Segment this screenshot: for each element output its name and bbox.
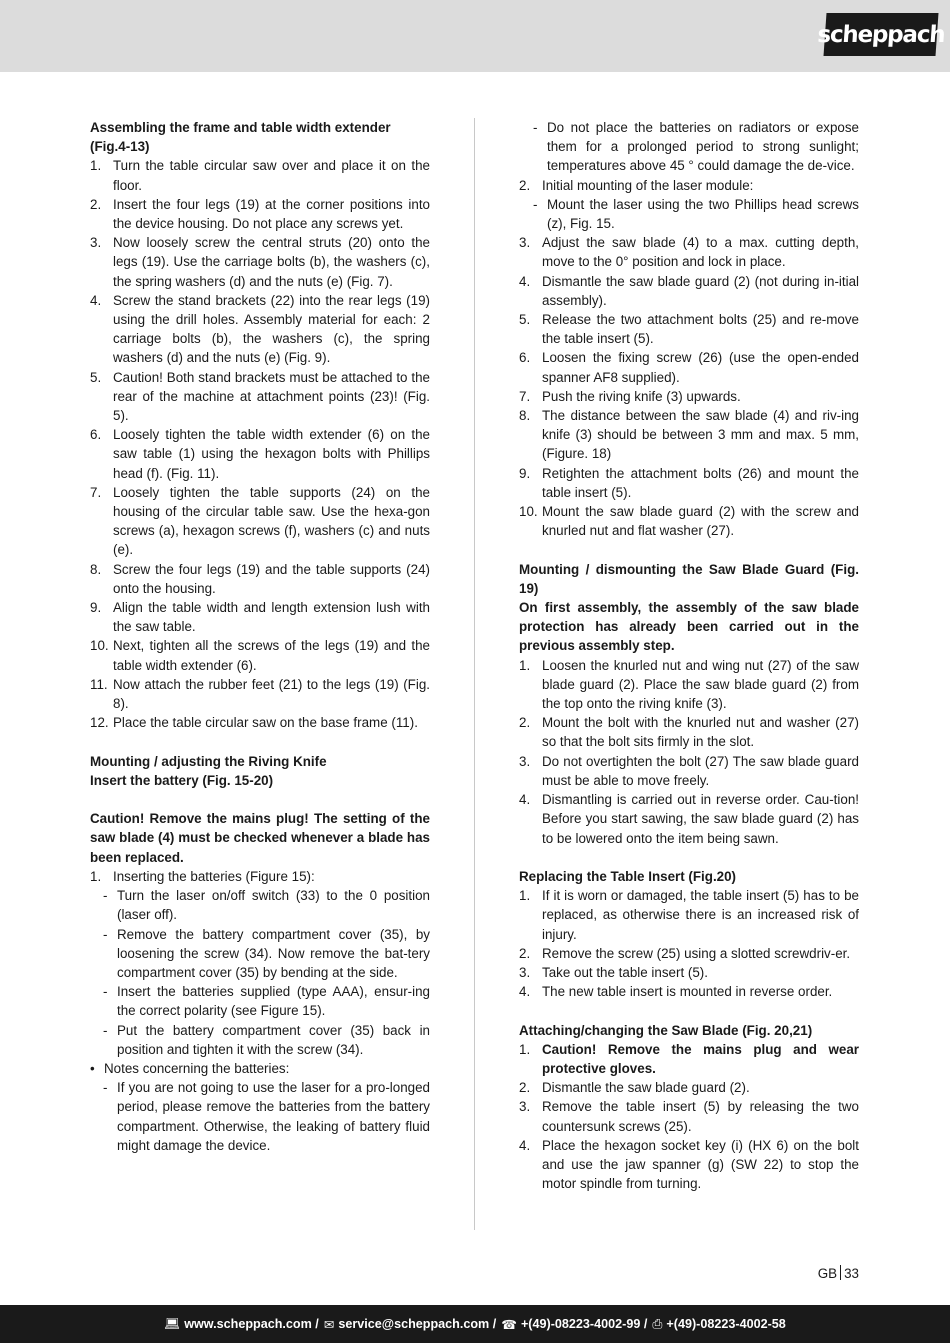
dash-item: - Put the battery compartment cover (35) back in position and tighten it with the screw (34). xyxy=(103,1022,430,1057)
section-title-frame-fig: (Fig.4-13) xyxy=(90,139,150,155)
list-item: 1. Caution! Remove the mains plug and wear protective gloves. xyxy=(519,1041,859,1076)
section-title-table-insert: Replacing the Table Insert (Fig.20) xyxy=(519,868,737,884)
fax-icon: ⎙ xyxy=(652,1316,663,1331)
list-item: 3. Do not overtighten the bolt (27) The saw blade guard must be able to move freely. xyxy=(519,753,859,788)
list-item: 2. Remove the screw (25) using a slotted screwdriv-er. xyxy=(519,945,851,961)
list-item: 11. Now attach the rubber feet (21) to the legs (19) (Fig. 8). xyxy=(90,676,430,712)
right-column xyxy=(519,118,859,1193)
section-title-saw-blade: Attaching/changing the Saw Blade (Fig. 20,21) xyxy=(519,1022,813,1038)
phone-icon: ☎ xyxy=(501,1317,517,1332)
page-language: GB xyxy=(817,1266,838,1281)
footer-fax: +(49)-08223-4002-58 xyxy=(666,1317,786,1331)
list-item: 9. Retighten the attachment bolts (26) and mount the table insert (5). xyxy=(519,465,859,500)
list-item: 4. Dismantle the saw blade guard (2) (not during in-itial assembly). xyxy=(519,273,859,308)
dash-item: - If you are not going to use the laser for a pro-longed period, please remove the batteries from the battery compartment. Otherwise, the leaking of battery fluid might damage the device. xyxy=(103,1080,430,1153)
list-item: 1. Inserting the batteries (Figure 15): xyxy=(90,868,315,884)
list-item: 4. Place the hexagon socket key (i) (HX 6) on the bolt and use the jaw spanner (g) (SW 22) to stop the motor spindle from turning. xyxy=(519,1137,859,1192)
bullet-item: • Notes concerning the batteries: xyxy=(90,1060,290,1076)
list-item: 2. Dismantle the saw blade guard (2). xyxy=(519,1080,750,1096)
section-title-blade-guard: Mounting / dismounting the Saw Blade Guard (Fig. 19) xyxy=(519,561,859,596)
dash-item: - Mount the laser using the two Phillips head screws (z), Fig. 15. xyxy=(533,196,859,232)
list-item: 1. Turn the table circular saw over and place it on the floor. xyxy=(90,158,430,193)
list-item: 4. Dismantling is carried out in reverse order. Cau-tion! Before you start sawing, the saw blade guard (2) has to be lowered onto the item being sawn. xyxy=(519,792,859,846)
list-item: 2. Mount the bolt with the knurled nut and washer (27) so that the bolt sits firmly in the slot. xyxy=(519,715,859,750)
list-item: 5. Caution! Both stand brackets must be attached to the rear of the machine at attachment points (23)! (Fig. 5). xyxy=(90,369,430,424)
list-item: 3. Now loosely screw the central struts (20) onto the legs (19). Use the carriage bolts (b), the washers (c), the spring washers (d) and the nuts (e) (Fig. 7). xyxy=(90,235,430,289)
list-item: 8. Screw the four legs (19) and the table supports (24) onto the housing. xyxy=(90,561,430,596)
dash-item: - Insert the batteries supplied (type AAA), ensur-ing the correct polarity (see Figure 15). xyxy=(103,984,430,1019)
list-item: 2. Initial mounting of the laser module: xyxy=(519,177,754,193)
assembly-note: On first assembly, the assembly of the saw blade protection has already been carried out in the previous assembly step. xyxy=(519,600,859,654)
dash-item: - Remove the battery compartment cover (35), by loosening the screw (34). Now remove the bat-tery compartment cover (35) by bending at the side. xyxy=(103,926,430,980)
list-item: 3. Remove the table insert (5) by releasing the two countersunk screws (25). xyxy=(519,1099,859,1134)
list-item: 7. Push the riving knife (3) upwards. xyxy=(519,388,741,404)
list-item: 1. Loosen the knurled nut and wing nut (27) of the saw blade guard (2). Place the saw blade guard (2) from the top onto the riving knife (3). xyxy=(519,657,859,712)
column-divider xyxy=(474,118,475,1230)
list-item: 10. Next, tighten all the screws of the legs (19) and the table width extender (6). xyxy=(90,638,430,673)
list-item: 5. Release the two attachment bolts (25) and re-move the table insert (5). xyxy=(519,312,859,347)
footer-phone[interactable]: +(49)-08223-4002-99 / xyxy=(520,1317,648,1331)
left-column xyxy=(90,118,430,1155)
list-item: 2. Insert the four legs (19) at the corner positions into the device housing. Do not place any screws yet. xyxy=(90,196,430,232)
mail-icon: ✉ xyxy=(323,1317,335,1332)
list-item: 9. Align the table width and length extension lush with the saw table. xyxy=(90,600,430,635)
computer-icon: 💻︎ xyxy=(164,1316,181,1331)
list-item: 7. Loosely tighten the table supports (24) on the housing of the circular table saw. Use the hexa-gon screws (a), hexagon screws (f), washers (c) and nuts (e). xyxy=(90,484,430,558)
list-item: 12. Place the table circular saw on the base frame (11). xyxy=(90,715,418,731)
list-item: 6. Loosen the fixing screw (26) (use the open-ended spanner AF8 supplied). xyxy=(519,350,859,385)
page-number-value: 33 xyxy=(844,1266,859,1281)
dash-item: - Turn the laser on/off switch (33) to the 0 position (laser off). xyxy=(103,888,430,923)
list-item: 10. Mount the saw blade guard (2) with the screw and knurled nut and flat washer (27). xyxy=(519,504,859,539)
section-title-battery: Insert the battery (Fig. 15-20) xyxy=(90,772,274,788)
list-item: 8. The distance between the saw blade (4) and riv-ing knife (3) should be between 3 mm and max. 5 mm, (Figure. 18) xyxy=(519,408,859,462)
page-number xyxy=(818,1265,859,1281)
section-title-frame: Assembling the frame and table width extender xyxy=(90,120,391,135)
list-item: 1. If it is worn or damaged, the table insert (5) has to be replaced, as otherwise there is an increased risk of injury. xyxy=(519,888,859,942)
footer-web[interactable]: www.scheppach.com / xyxy=(184,1317,319,1331)
list-item: 3. Adjust the saw blade (4) to a max. cutting depth, move to the 0° position and lock in place. xyxy=(519,235,859,270)
scheppach-logo: scheppach xyxy=(823,13,938,56)
page-header xyxy=(0,0,950,72)
section-title-riving-knife: Mounting / adjusting the Riving Knife xyxy=(90,753,327,769)
list-item: 6. Loosely tighten the table width extender (6) on the saw table (1) using the hexagon bolts with Phillips head (f). (Fig. 11). xyxy=(90,427,430,481)
footer-mail[interactable]: service@scheppach.com / xyxy=(338,1317,497,1331)
list-item: 4. The new table insert is mounted in reverse order. xyxy=(519,984,833,1000)
list-item: 3. Take out the table insert (5). xyxy=(519,964,708,980)
page-footer xyxy=(0,1305,950,1343)
list-item: 4. Screw the stand brackets (22) into the rear legs (19) using the drill holes. Assembly material for each: 2 carriage bolts (b), the washers (c), the spring washers (d) and the nuts (e) (Fig. 9). xyxy=(90,292,430,366)
dash-item: - Do not place the batteries on radiators or expose them for a prolonged period to strong sunlight; temperatures above 45 ° could damage the de-vice. xyxy=(533,120,859,174)
caution-note: Caution! Remove the mains plug! The setting of the saw blade (4) must be checked whenever a blade has been replaced. xyxy=(90,811,430,865)
